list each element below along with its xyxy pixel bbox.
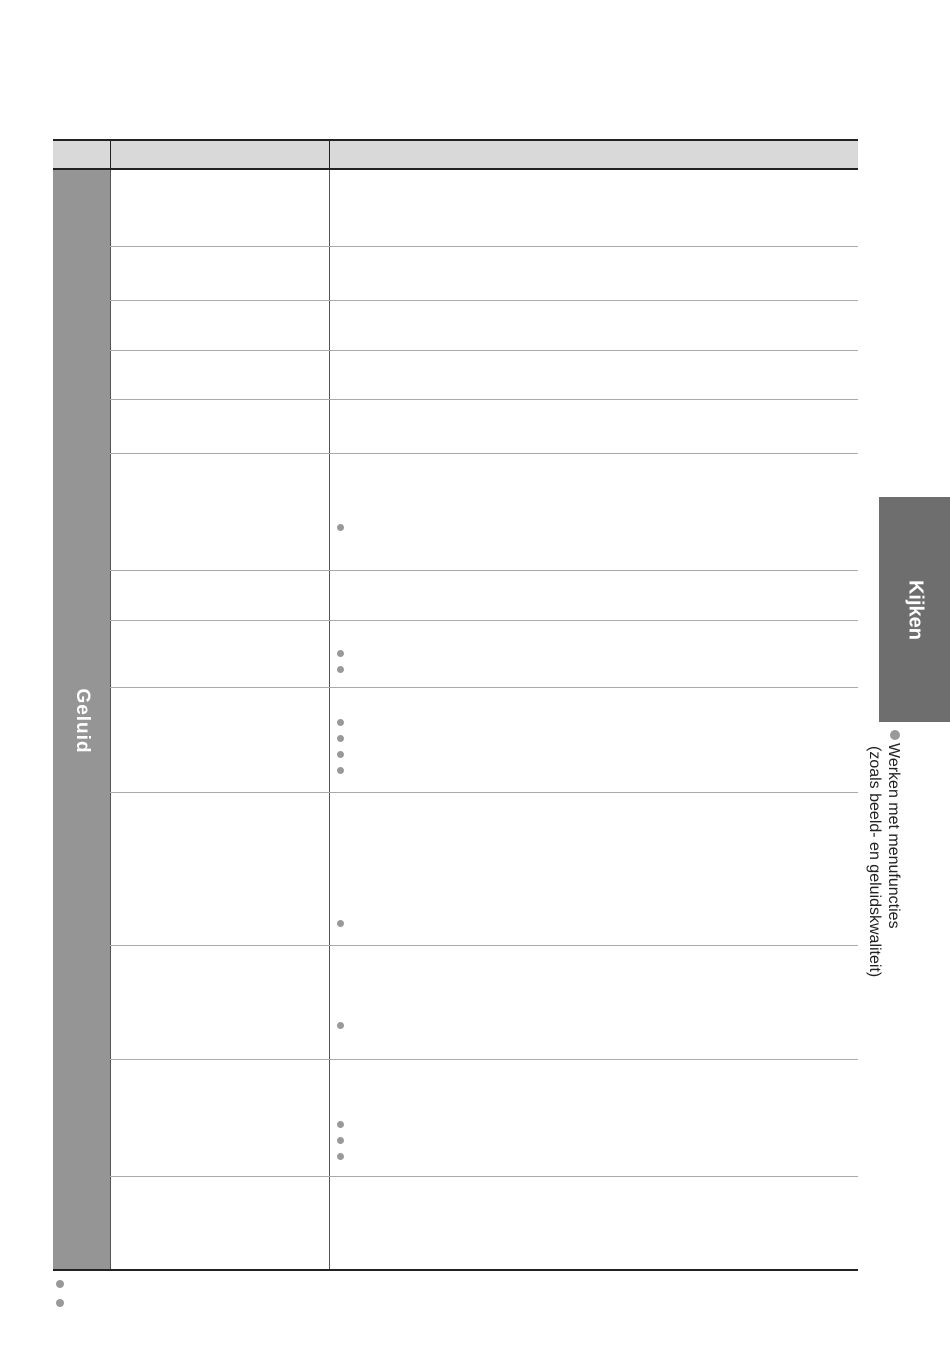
- row-divider: [110, 570, 858, 571]
- side-caption-line2: (zoals beeld- en geluidskwaliteit): [866, 746, 883, 978]
- section-label: Geluid: [71, 687, 93, 754]
- bullet-icon: [337, 735, 344, 742]
- bullet-icon: [337, 1137, 344, 1144]
- bullet-icon: [337, 920, 344, 927]
- row-divider: [110, 300, 858, 301]
- bullet-icon: [337, 666, 344, 673]
- bullet-icon: [337, 1121, 344, 1128]
- section-cell: [53, 170, 110, 1271]
- bullet-icon: [337, 719, 344, 726]
- column-divider: [329, 170, 330, 1271]
- row-divider: [110, 945, 858, 946]
- row-divider: [110, 687, 858, 688]
- bullet-icon: [890, 730, 900, 740]
- bullet-icon: [337, 1022, 344, 1029]
- side-tab: [879, 497, 950, 722]
- bullet-icon: [337, 751, 344, 758]
- row-divider: [110, 350, 858, 351]
- footnote-bullet-icon: [56, 1299, 64, 1307]
- settings-table: [53, 139, 858, 1271]
- table-bottom-rule: [53, 1269, 858, 1271]
- row-divider: [110, 792, 858, 793]
- row-divider: [110, 620, 858, 621]
- side-tab-label: Kijken: [904, 579, 926, 640]
- row-divider: [110, 1059, 858, 1060]
- row-divider: [110, 246, 858, 247]
- side-caption: [865, 730, 903, 977]
- row-divider: [110, 453, 858, 454]
- row-divider: [110, 399, 858, 400]
- bullet-icon: [337, 1153, 344, 1160]
- row-divider: [110, 1176, 858, 1177]
- column-divider: [110, 170, 111, 1271]
- bullet-icon: [337, 524, 344, 531]
- footnote-bullet-icon: [56, 1280, 64, 1288]
- bullet-icon: [337, 767, 344, 774]
- side-caption-line1: Werken met menufuncties: [885, 743, 902, 929]
- bullet-icon: [337, 650, 344, 657]
- table-header: [53, 139, 858, 170]
